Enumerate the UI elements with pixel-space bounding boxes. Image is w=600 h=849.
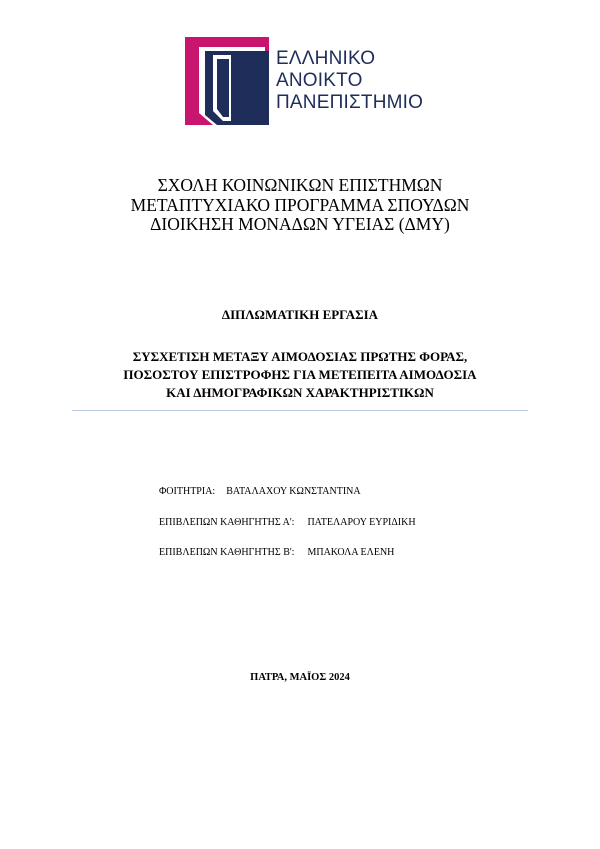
logo-line-1: ΕΛΛΗΝΙΚΟ (276, 48, 376, 69)
university-logo-wordmark (276, 48, 423, 114)
school-name: ΣΧΟΛΗ ΚΟΙΝΩΝΙΚΩΝ ΕΠΙΣΤΗΜΩΝ (157, 175, 443, 195)
place-and-date: ΠΑΤΡΑ, ΜΑΪΟΣ 2024 (250, 672, 350, 683)
supervisor-a-name: ΠΑΤΕΛΑΡΟΥ ΕΥΡΙΔΙΚΗ (307, 517, 416, 528)
logo-line-3: ΠΑΝΕΠΙΣΤΗΜΙΟ (276, 92, 424, 113)
thesis-title-line-3: ΚΑΙ ΔΗΜΟΓΡΑΦΙΚΩΝ ΧΑΡΑΚΤΗΡΙΣΤΙΚΩΝ (166, 385, 434, 400)
university-logo (183, 35, 423, 127)
supervisor-b-label: ΕΠΙΒΛΕΠΩΝ ΚΑΘΗΓΗΤΗΣ Β': (159, 547, 295, 558)
supervisor-b-name: ΜΠΑΚΟΛΑ ΕΛΕΝΗ (307, 547, 395, 558)
program-name: ΜΕΤΑΠΤΥΧΙΑΚΟ ΠΡΟΓΡΑΜΜΑ ΣΠΟΥΔΩΝ (130, 194, 470, 215)
program-specialization: ΔΙΟΙΚΗΣΗ ΜΟΝΑΔΩΝ ΥΓΕΙΑΣ (ΔΜΥ) (150, 214, 450, 234)
student-line (159, 486, 361, 498)
thesis-type-label: ΔΙΠΛΩΜΑΤΙΚΗ ΕΡΓΑΣΙΑ (221, 307, 379, 322)
title-divider (72, 410, 528, 411)
school-heading (0, 176, 600, 235)
thesis-title (0, 348, 600, 402)
supervisor-a-line (159, 517, 416, 529)
supervisor-b-line (159, 547, 394, 559)
student-label: ΦΟΙΤΗΤΡΙΑ: (159, 486, 216, 497)
student-name: ΒΑΤΑΛΑΧΟΥ ΚΩΝΣΤΑΝΤΙΝΑ (226, 486, 361, 497)
university-logo-mark (183, 35, 273, 127)
thesis-title-line-2: ΠΟΣΟΣΤΟΥ ΕΠΙΣΤΡΟΦΗΣ ΓΙΑ ΜΕΤΕΠΕΙΤΑ ΑΙΜΟΔΟΣΙΑ (123, 367, 477, 382)
logo-line-2: ΑΝΟΙΚΤΟ (276, 70, 363, 91)
supervisor-a-label: ΕΠΙΒΛΕΠΩΝ ΚΑΘΗΓΗΤΗΣ Α': (159, 517, 295, 528)
thesis-title-line-1: ΣΥΣΧΕΤΙΣΗ ΜΕΤΑΞΥ ΑΙΜΟΔΟΣΙΑΣ ΠΡΩΤΗΣ ΦΟΡΑΣ, (132, 349, 468, 364)
